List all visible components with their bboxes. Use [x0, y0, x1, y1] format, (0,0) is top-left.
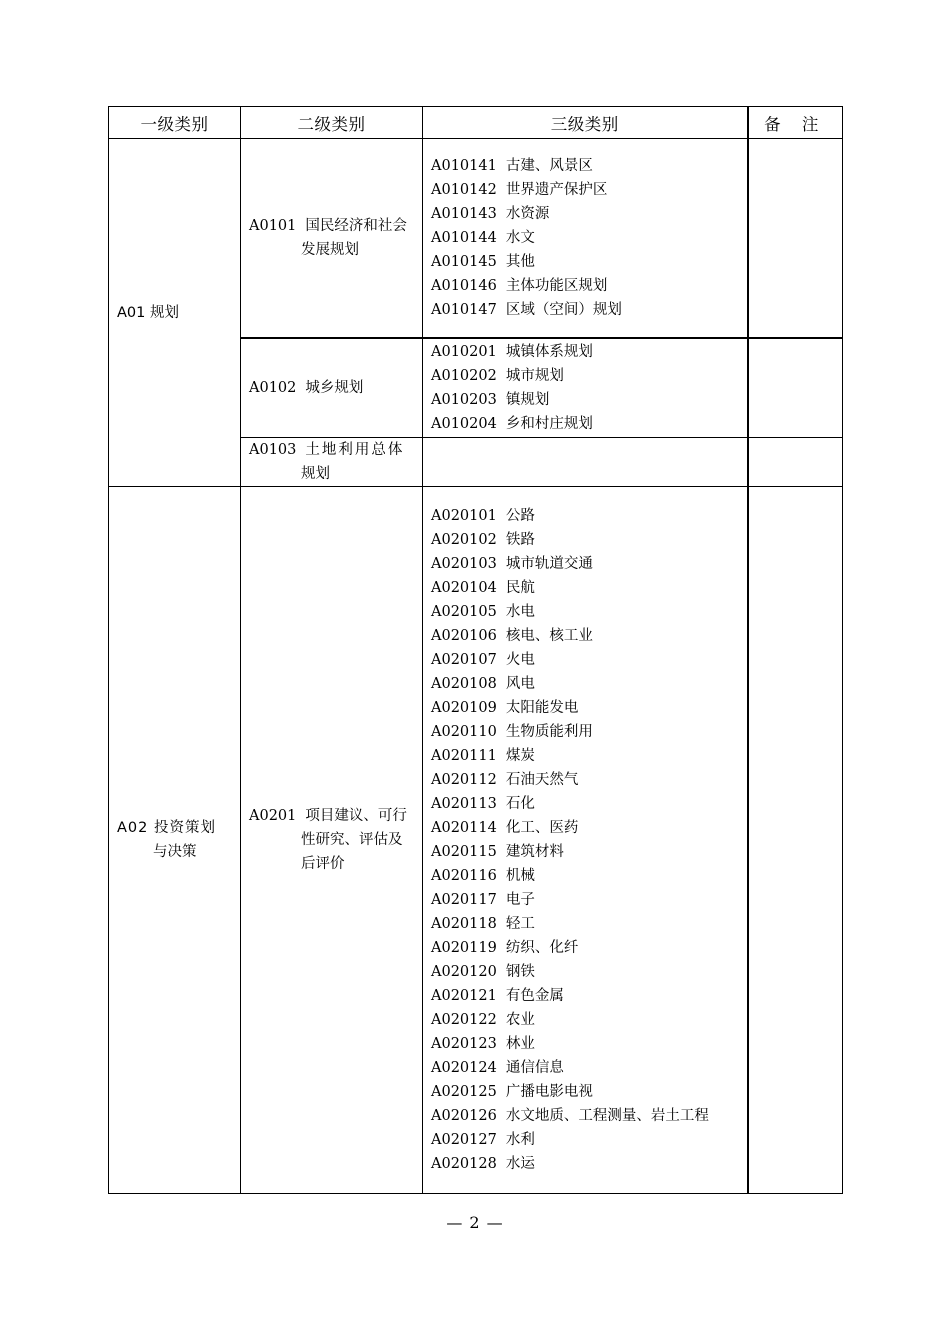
level1-label: A02 投资策划: [117, 820, 216, 836]
level3-code: A020124: [431, 1060, 497, 1076]
level2-name: 项目建议、可行: [305, 808, 407, 824]
level3-item: [431, 792, 743, 816]
level3-item: [431, 912, 743, 936]
level3-item: [431, 1032, 743, 1056]
level3-item: [431, 960, 743, 984]
level2-name: 土地利用总体: [305, 442, 405, 458]
level3-name: 风电: [505, 676, 535, 692]
level3-name: 其他: [505, 254, 535, 270]
level3-code: A020126: [431, 1108, 497, 1124]
level3-code: A020104: [431, 580, 497, 596]
level3-name: 石油天然气: [505, 772, 579, 788]
level3-item: [431, 504, 743, 528]
level3-name: 主体功能区规划: [505, 278, 608, 294]
level3-item: [431, 1056, 743, 1080]
level3-name: 电子: [505, 892, 535, 908]
level3-item: [431, 388, 743, 412]
level2-code: A0103: [249, 442, 297, 458]
level2-cell-a0101: [241, 139, 423, 339]
level3-code: A020119: [431, 940, 497, 956]
level3-name: 钢铁: [505, 964, 535, 980]
level3-code: A020109: [431, 700, 497, 716]
level3-code: A020102: [431, 532, 497, 548]
level3-item: [431, 226, 743, 250]
level3-code: A010143: [431, 206, 497, 222]
level2-name: 城乡规划: [305, 380, 364, 396]
level3-item: [431, 984, 743, 1008]
level3-code: A020113: [431, 796, 497, 812]
level3-item: [431, 1128, 743, 1152]
level3-code: A010145: [431, 254, 497, 270]
level1-label-cont: 与决策: [153, 844, 197, 860]
level3-name: 世界遗产保护区: [505, 182, 608, 198]
level3-code: A020107: [431, 652, 497, 668]
level3-name: 轻工: [505, 916, 535, 932]
level2-name-cont: 性研究、评估及: [301, 832, 403, 848]
level3-code: A010146: [431, 278, 497, 294]
level3-item: [431, 864, 743, 888]
level3-name: 生物质能利用: [505, 724, 593, 740]
remarks-cell: [748, 438, 843, 487]
level3-item: [431, 552, 743, 576]
level3-code: A020128: [431, 1156, 497, 1172]
level1-label: A01 规划: [117, 304, 179, 321]
level3-item: [431, 624, 743, 648]
level3-name: 农业: [505, 1012, 535, 1028]
level3-name: 水运: [505, 1156, 535, 1172]
level2-cell-a0102: [241, 338, 423, 438]
level3-item: [431, 412, 743, 436]
level3-name: 水资源: [505, 206, 550, 222]
level3-code: A020112: [431, 772, 497, 788]
level3-code: A020117: [431, 892, 497, 908]
level3-cell-a0201: [423, 487, 748, 1194]
level3-item: [431, 528, 743, 552]
level3-name: 纺织、化纤: [505, 940, 579, 956]
level3-name: 水文地质、工程测量、岩土工程: [505, 1108, 709, 1124]
remarks-cell: [748, 487, 843, 1194]
level3-item: [431, 178, 743, 202]
level2-name: 国民经济和社会: [305, 218, 407, 234]
level3-code: A010144: [431, 230, 497, 246]
level3-code: A020110: [431, 724, 497, 740]
level3-item: [431, 768, 743, 792]
level3-name: 公路: [505, 508, 535, 524]
level3-code: A010204: [431, 416, 497, 432]
level1-cell-a01: [109, 139, 241, 487]
level3-name: 太阳能发电: [505, 700, 579, 716]
level3-code: A020118: [431, 916, 497, 932]
page-number: — 2 —: [446, 1213, 504, 1232]
level3-name: 煤炭: [505, 748, 535, 764]
level3-code: A010141: [431, 158, 497, 174]
level3-name: 城镇体系规划: [505, 344, 593, 360]
level3-code: A020127: [431, 1132, 497, 1148]
level3-code: A020111: [431, 748, 497, 764]
level3-code: A020121: [431, 988, 497, 1004]
level3-item: [431, 720, 743, 744]
level2-name-cont: 后评价: [301, 856, 345, 872]
level3-item: [431, 672, 743, 696]
level1-cell-a02: [109, 487, 241, 1194]
level3-code: A010142: [431, 182, 497, 198]
level3-item: [431, 1008, 743, 1032]
level3-item: [431, 696, 743, 720]
level3-name: 石化: [505, 796, 535, 812]
level3-name: 古建、风景区: [505, 158, 593, 174]
level3-item: [431, 340, 743, 364]
level3-name: 建筑材料: [505, 844, 564, 860]
level3-item: [431, 576, 743, 600]
level3-name: 铁路: [505, 532, 535, 548]
level3-name: 机械: [505, 868, 535, 884]
level3-code: A020116: [431, 868, 497, 884]
level3-name: 水利: [505, 1132, 535, 1148]
level3-name: 水电: [505, 604, 535, 620]
level3-name: 火电: [505, 652, 535, 668]
level3-item: [431, 202, 743, 226]
level3-item: [431, 888, 743, 912]
level3-item: [431, 600, 743, 624]
level2-cell-a0201: [241, 487, 423, 1194]
level3-item: [431, 840, 743, 864]
level3-cell-a0101: [423, 139, 748, 339]
level3-item: [431, 274, 743, 298]
level3-code: A020103: [431, 556, 497, 572]
level3-name: 化工、医药: [505, 820, 579, 836]
level3-name: 广播电影电视: [505, 1084, 593, 1100]
level3-code: A020123: [431, 1036, 497, 1052]
level3-code: A020108: [431, 676, 497, 692]
level3-item: [431, 648, 743, 672]
level3-name: 城市规划: [505, 368, 564, 384]
level3-code: A020101: [431, 508, 497, 524]
level3-code: A010201: [431, 344, 497, 360]
level3-code: A020105: [431, 604, 497, 620]
level3-item: [431, 298, 743, 322]
level3-item: [431, 250, 743, 274]
level3-name: 乡和村庄规划: [505, 416, 593, 432]
level3-item: [431, 744, 743, 768]
table-header-row: [109, 107, 843, 139]
level3-name: 城市轨道交通: [505, 556, 593, 572]
remarks-cell: [748, 139, 843, 339]
level3-cell-a0102: [423, 338, 748, 438]
level3-name: 通信信息: [505, 1060, 564, 1076]
level3-code: A020122: [431, 1012, 497, 1028]
level3-item: [431, 1152, 743, 1176]
level3-item: [431, 816, 743, 840]
level3-code: A020106: [431, 628, 497, 644]
category-table: [108, 106, 843, 1194]
header-remarks: 备 注: [748, 107, 843, 139]
level3-item: [431, 154, 743, 178]
level3-code: A020115: [431, 844, 497, 860]
level3-name: 镇规划: [505, 392, 550, 408]
level3-item: [431, 1080, 743, 1104]
level2-code: A0101: [249, 218, 297, 234]
level3-name: 水文: [505, 230, 535, 246]
header-level3: 三级类别: [423, 107, 748, 139]
level2-name-cont: 发展规划: [301, 242, 359, 258]
level3-code: A010147: [431, 302, 497, 318]
level3-item: [431, 936, 743, 960]
table-row: [109, 487, 843, 1194]
level3-name: 林业: [505, 1036, 535, 1052]
level2-code: A0102: [249, 380, 297, 396]
level3-code: A020114: [431, 820, 497, 836]
level3-code: A020120: [431, 964, 497, 980]
header-level2: 二级类别: [241, 107, 423, 139]
level3-name: 核电、核工业: [505, 628, 593, 644]
level3-name: 民航: [505, 580, 535, 596]
level2-name-cont: 规划: [301, 466, 330, 482]
level3-code: A020125: [431, 1084, 497, 1100]
level3-cell-a0103: [423, 438, 748, 487]
level2-code: A0201: [249, 808, 297, 824]
table-row: [109, 139, 843, 339]
level3-name: 有色金属: [505, 988, 564, 1004]
level3-item: [431, 364, 743, 388]
level3-code: A010203: [431, 392, 497, 408]
level3-item: [431, 1104, 743, 1128]
header-level1: 一级类别: [109, 107, 241, 139]
level3-code: A010202: [431, 368, 497, 384]
level2-cell-a0103: [241, 438, 423, 487]
level3-name: 区域（空间）规划: [505, 302, 622, 318]
remarks-cell: [748, 338, 843, 438]
